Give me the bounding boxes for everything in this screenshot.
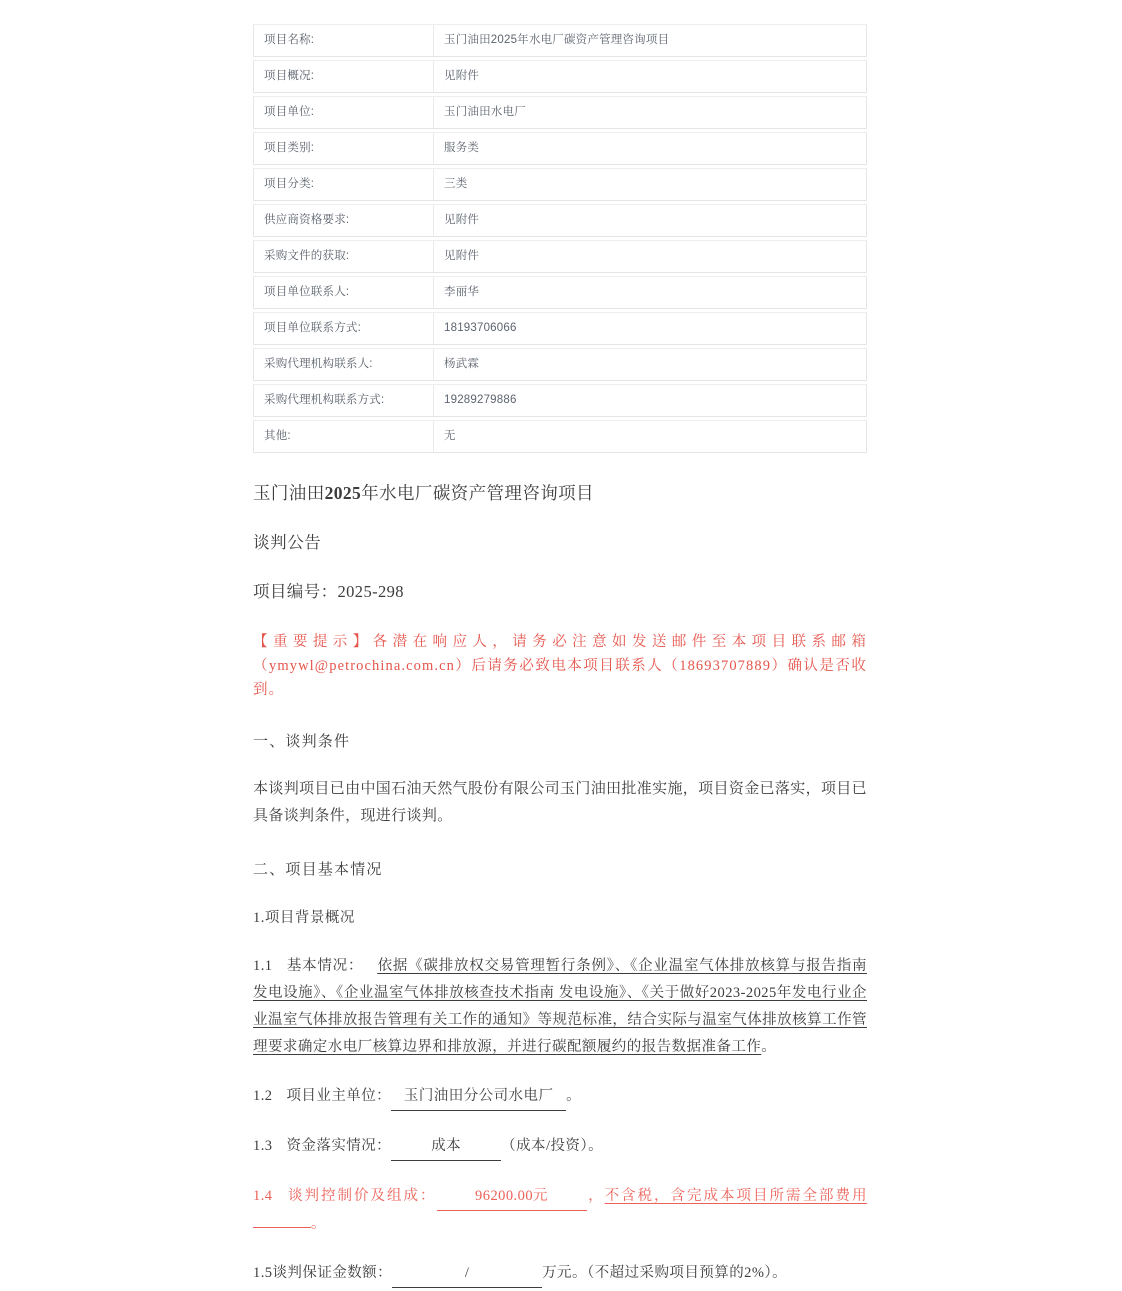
item-1-5	[253, 1260, 867, 1288]
item-1-1-number: 1.1	[253, 958, 273, 974]
table-row	[253, 312, 867, 345]
subsection-heading-1: 1.项目背景概况	[253, 910, 355, 926]
table-row	[253, 240, 867, 273]
item-1-3-trailing: （成本/投资）。	[501, 1138, 604, 1154]
project-number-value: 2025-298	[337, 582, 404, 601]
info-label: 项目单位联系人:	[254, 277, 434, 308]
info-value: 杨武霖	[444, 358, 480, 370]
info-value: 服务类	[444, 142, 480, 154]
item-1-5-unit: 万元。	[542, 1265, 587, 1281]
table-row	[253, 24, 867, 57]
document-page	[253, 0, 867, 1288]
item-1-5-value: /	[392, 1260, 542, 1288]
important-notice: 【重要提示】各潜在响应人，请务必注意如发送邮件至本项目联系邮箱（ymywl@petrochina.com.cn）后请务必致电本项目联系人（18693707889）确认是否收到。	[253, 634, 867, 698]
title-prefix: 玉门油田	[253, 483, 325, 503]
item-1-3-value: 成本	[391, 1133, 501, 1161]
item-1-3	[253, 1133, 867, 1161]
item-1-3-number: 1.3	[253, 1138, 273, 1154]
item-1-2-number: 1.2	[253, 1088, 273, 1104]
info-label: 项目单位联系方式:	[254, 313, 434, 344]
item-1-4-value: 96200.00元	[437, 1183, 587, 1211]
info-value: 玉门油田水电厂	[444, 106, 526, 118]
table-row	[253, 384, 867, 417]
info-value: 见附件	[444, 250, 480, 262]
title-year: 2025	[324, 483, 362, 503]
section-heading-2: 二、项目基本情况	[253, 862, 383, 878]
item-1-5-label: 谈判保证金数额：	[272, 1265, 393, 1281]
project-info-table	[253, 24, 867, 453]
item-1-1-underlined-text: 依据《碳排放权交易管理暂行条例》、《企业温室气体排放核算与报告指南 发电设施》、《企业温室气体排放核查技术指南 发电设施》、《关于做好2023-2025年发电行业企业温室气体排放报告管理有关工作的通知》等规范标准，结合实际与温室气体排放核算工作管理要求确定水电厂核算边界和排放源，并进行碳配额履约的报告数据准备工作	[253, 958, 868, 1055]
project-number-label: 项目编号：	[253, 582, 338, 601]
item-1-4-label: 谈判控制价及组成：	[286, 1188, 437, 1204]
item-1-4-number: 1.4	[253, 1188, 273, 1204]
page-title	[253, 479, 867, 507]
info-label: 采购代理机构联系方式:	[254, 385, 434, 416]
info-label: 项目分类:	[254, 169, 434, 200]
info-value: 19289279886	[444, 394, 517, 406]
item-1-5-number: 1.5	[253, 1265, 273, 1281]
table-row	[253, 60, 867, 93]
item-1-2-trailing: 。	[566, 1088, 582, 1104]
item-1-1	[253, 953, 867, 1061]
info-value: 李丽华	[444, 286, 480, 298]
item-1-1-trailing: 。	[761, 1039, 777, 1055]
table-row	[253, 276, 867, 309]
item-1-5-trailing: （不超过采购项目预算的2%）。	[586, 1265, 788, 1281]
table-row	[253, 420, 867, 453]
info-value: 玉门油田2025年水电厂碳资产管理咨询项目	[444, 34, 670, 46]
info-label: 项目单位:	[254, 97, 434, 128]
item-1-2-label: 项目业主单位：	[286, 1088, 392, 1104]
table-row	[253, 132, 867, 165]
info-label: 项目名称:	[254, 25, 434, 56]
item-1-4-underlined-text: 不含税，含完成本项目所需全部费用	[604, 1188, 867, 1204]
document-subtitle: 谈判公告	[253, 533, 322, 552]
info-label: 项目概况:	[254, 61, 434, 92]
item-1-4	[253, 1183, 867, 1238]
table-row	[253, 168, 867, 201]
table-row	[253, 348, 867, 381]
info-value: 18193706066	[444, 322, 517, 334]
item-1-2-value: 玉门油田分公司水电厂	[391, 1083, 566, 1111]
item-1-2	[253, 1083, 867, 1111]
item-1-1-label: 基本情况：	[286, 958, 364, 974]
table-row	[253, 96, 867, 129]
info-value: 见附件	[444, 214, 480, 226]
table-row	[253, 204, 867, 237]
item-1-4-blank	[253, 1227, 311, 1228]
info-label: 采购文件的获取:	[254, 241, 434, 272]
item-1-3-label: 资金落实情况：	[286, 1138, 392, 1154]
info-value: 三类	[444, 178, 468, 190]
info-label: 供应商资格要求:	[254, 205, 434, 236]
item-1-4-trailing: 。	[311, 1216, 326, 1232]
info-value: 见附件	[444, 70, 480, 82]
section-heading-1: 一、谈判条件	[253, 734, 351, 750]
title-suffix: 年水电厂碳资产管理咨询项目	[361, 483, 594, 503]
info-label: 其他:	[254, 421, 434, 452]
info-value: 无	[444, 430, 456, 442]
section-1-body: 本谈判项目已由中国石油天然气股份有限公司玉门油田批准实施，项目资金已落实，项目已具备谈判条件，现进行谈判。	[253, 781, 868, 824]
info-label: 采购代理机构联系人:	[254, 349, 434, 380]
project-number-line	[253, 578, 867, 606]
info-label: 项目类别:	[254, 133, 434, 164]
item-1-4-separator: ，	[586, 1188, 605, 1204]
